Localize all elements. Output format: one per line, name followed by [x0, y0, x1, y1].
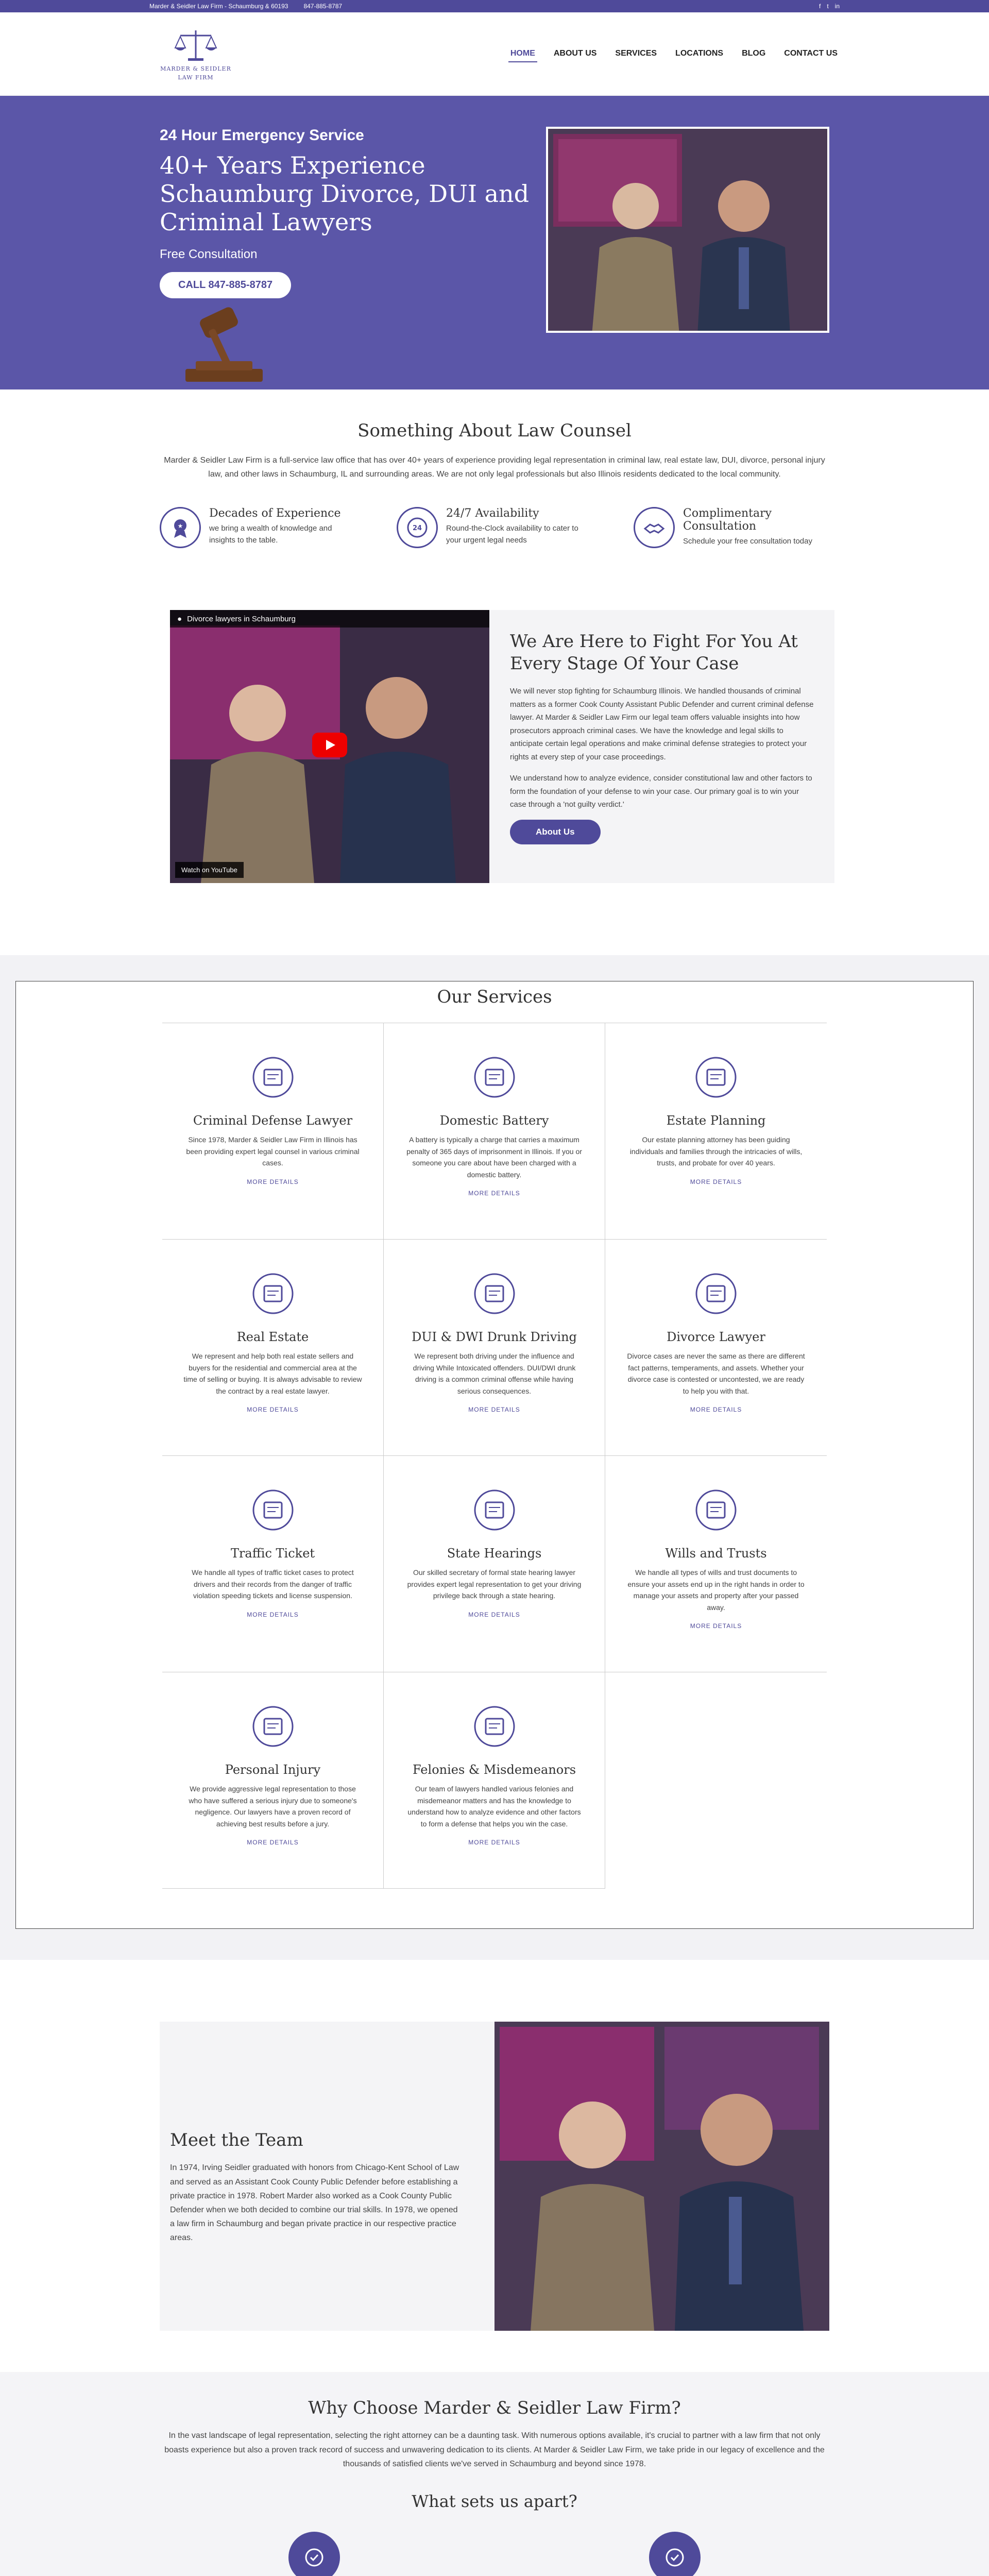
- facebook-icon[interactable]: f: [819, 3, 821, 10]
- service-title: Wills and Trusts: [665, 1546, 767, 1561]
- team-body: In 1974, Irving Seidler graduated with honors from Chicago-Kent School of Law and served as an Assistant Cook County Public Defender before establishing a private practice in 1978. Robert Marder also worked as a Cook County Public Defender when we both decided to combine our trial skills. In 1978, we opened a law firm in Schaumburg and began private practice in our respective practice areas.: [170, 2163, 459, 2243]
- real-estate-icon: [245, 1265, 301, 1322]
- svg-text:24: 24: [412, 524, 422, 533]
- service-text: Our estate planning attorney has been guiding individuals and families through the intricacies of wills, trusts, and probate for over 40 years.: [629, 1136, 803, 1167]
- services-grid: [162, 1023, 827, 1889]
- gavel-icon: [245, 1049, 301, 1106]
- service-title: Estate Planning: [666, 1113, 766, 1128]
- service-text: We represent and help both real estate sellers and buyers for the residential and commercial area at the time of selling or buying. It is always advisable to review the contract by a real estate lawyer.: [183, 1352, 362, 1395]
- fight-title: We Are Here to Fight For You At Every Stage Of Your Case: [510, 631, 798, 674]
- play-icon[interactable]: [312, 733, 347, 757]
- why-section: [0, 2372, 989, 2576]
- more-details-link[interactable]: MORE DETAILS: [468, 1189, 520, 1197]
- hero-photo: [546, 127, 829, 333]
- team-photo: [494, 2022, 829, 2331]
- award-icon: [160, 507, 201, 548]
- services-title: Our Services: [437, 987, 552, 1008]
- more-details-link[interactable]: MORE DETAILS: [468, 1611, 520, 1618]
- service-title: Criminal Defense Lawyer: [193, 1113, 353, 1128]
- drunk-driving-icon: [466, 1265, 523, 1322]
- feature-title: 24/7 Availability: [446, 507, 539, 520]
- call-button[interactable]: CALL 847-885-8787: [160, 272, 291, 298]
- personal-injury-icon: [245, 1698, 301, 1755]
- service-title: DUI & DWI Drunk Driving: [412, 1330, 577, 1345]
- address-text: Marder & Seidler Law Firm - Schaumburg & 60193: [149, 3, 288, 10]
- social-links: [819, 3, 840, 10]
- feature-list: [0, 507, 989, 548]
- nav-home[interactable]: HOME: [508, 46, 537, 62]
- svg-text:★: ★: [177, 522, 183, 530]
- domestic-battery-icon: [466, 1049, 523, 1106]
- service-text: Since 1978, Marder & Seidler Law Firm in Illinois has been providing expert legal counsel in various criminal cases.: [186, 1136, 360, 1167]
- fight-paragraph: We will never stop fighting for Schaumburg Illinois. We handled thousands of criminal matters as a former Cook County Assistant Public Defender and current criminal defense lawyer. At Marder & Seidler Law Firm our legal team offers valuable insights into how prosecutors approach criminal cases. We have the knowledge and legal skills to anticipate certain legal operations and make criminal defense strategies to protect your rights at every step of your case proceedings.: [510, 687, 814, 761]
- handshake-icon: [634, 507, 675, 548]
- divorce-icon: [688, 1265, 744, 1322]
- service-card[interactable]: [605, 1023, 827, 1240]
- video-title: Divorce lawyers in Schaumburg: [187, 614, 296, 623]
- linkedin-icon[interactable]: in: [834, 3, 840, 10]
- service-title: Felonies & Misdemeanors: [412, 1762, 576, 1777]
- site-header: [0, 12, 989, 96]
- service-text: Our skilled secretary of formal state hearing lawyer provides expert legal representation to get your driving privilege back through a state hearing.: [407, 1568, 582, 1600]
- feature-title: Decades of Experience: [209, 507, 341, 520]
- feature-text: we bring a wealth of knowledge and insights to the table.: [209, 524, 332, 545]
- service-title: Traffic Ticket: [230, 1546, 315, 1561]
- more-details-link[interactable]: MORE DETAILS: [247, 1178, 299, 1185]
- why-grid: [160, 2532, 829, 2576]
- service-text: We handle all types of wills and trust documents to ensure your assets end up in the right hands in order to manage your assets and property after your passed away.: [627, 1568, 805, 1612]
- hero-title: 40+ Years Experience Schaumburg Divorce, DUI and Criminal Lawyers: [160, 151, 530, 236]
- hero-kicker: 24 Hour Emergency Service: [160, 127, 364, 144]
- why-intro: In the vast landscape of legal representation, selecting the right attorney can be a daunting task. With numerous options available, it's crucial to partner with a law firm that not only boasts experience but also a proven track record of success and unwavering dedication to its clients. At Marder & Seidler Law Firm, we take pride in our legacy of excellence and the thousands of satisfied clients we've served in Schaumburg and beyond since 1978.: [164, 2431, 825, 2468]
- service-text: Divorce cases are never the same as there are different fact patterns, temperaments, and assets. Whether your divorce case is contested or uncontested, we are ready to help you with that.: [627, 1352, 805, 1395]
- twitter-icon[interactable]: t: [827, 3, 829, 10]
- fight-paragraph: We understand how to analyze evidence, consider constitutional law and other factors to form the foundation of your defense to win your case. Our primary goal is to win your case through a 'not guilty verdict.': [510, 774, 812, 809]
- about-body: Marder & Seidler Law Firm is a full-service law office that has over 40+ years of experience providing legal representation in criminal law, real estate law, DUI, divorce, personal injury law, and other laws in Schaumburg, IL and surrounding areas. We are not only legal professionals but also Illinois residents dedicated to the local community.: [164, 456, 825, 479]
- about-title: Something About Law Counsel: [357, 420, 632, 441]
- why-item: [160, 2532, 469, 2576]
- top-bar: [0, 0, 989, 12]
- service-card[interactable]: [384, 1240, 605, 1456]
- why-item: [520, 2532, 829, 2576]
- traffic-ticket-icon: [245, 1482, 301, 1538]
- feature-item: [397, 507, 592, 548]
- state-hearing-icon: [466, 1482, 523, 1538]
- feature-title: Complimentary Consultation: [683, 507, 772, 533]
- service-title: Domestic Battery: [439, 1113, 549, 1128]
- channel-icon: ●: [177, 614, 182, 623]
- service-card[interactable]: [162, 1672, 384, 1889]
- hero-subtitle: Free Consultation: [160, 247, 258, 261]
- more-details-link[interactable]: MORE DETAILS: [690, 1622, 742, 1630]
- service-text: We provide aggressive legal representation to those who have suffered a serious injury due to someone's negligence. Our lawyers have a proven record of achieving best results before a jury.: [189, 1785, 357, 1828]
- service-title: Real Estate: [236, 1330, 309, 1345]
- service-card[interactable]: [162, 1023, 384, 1240]
- about-section: [0, 389, 989, 569]
- service-text: Our team of lawyers handled various felonies and misdemeanor matters and has the knowledge to understand how to analyze evidence and other factors to form a defense that helps you win the case.: [407, 1785, 581, 1828]
- nav-blog[interactable]: BLOG: [742, 48, 766, 58]
- nav-services[interactable]: SERVICES: [615, 48, 657, 58]
- logo-subtext: LAW FIRM: [178, 74, 214, 81]
- team-title: Meet the Team: [170, 2130, 303, 2151]
- more-details-link[interactable]: MORE DETAILS: [247, 1838, 299, 1846]
- about-us-button[interactable]: About Us: [510, 820, 601, 844]
- felony-icon: [466, 1698, 523, 1755]
- feature-item: [160, 507, 355, 548]
- youtube-link[interactable]: Watch on YouTube: [175, 862, 244, 878]
- service-title: State Hearings: [447, 1546, 542, 1561]
- service-text: We handle all types of traffic ticket cases to protect drivers and their records from the danger of traffic violation speeding tickets and license suspension.: [192, 1568, 354, 1600]
- site-logo[interactable]: [149, 27, 242, 81]
- team-section: [160, 2022, 829, 2331]
- more-details-link[interactable]: MORE DETAILS: [247, 1611, 299, 1618]
- service-card[interactable]: [162, 1240, 384, 1456]
- nav-contact[interactable]: CONTACT US: [784, 48, 838, 58]
- more-details-link[interactable]: MORE DETAILS: [468, 1405, 520, 1413]
- feature-item: [634, 507, 829, 548]
- estate-planning-icon: [688, 1049, 744, 1106]
- fight-section: [170, 610, 834, 883]
- services-section: [0, 955, 989, 1960]
- heart-hands-icon: [649, 2532, 701, 2576]
- feature-text: Round-the-Clock availability to cater to your urgent legal needs: [446, 524, 578, 545]
- more-details-link[interactable]: MORE DETAILS: [468, 1838, 520, 1846]
- nav-about[interactable]: ABOUT US: [553, 48, 597, 58]
- service-card[interactable]: [384, 1456, 605, 1672]
- video-player[interactable]: [170, 610, 489, 883]
- clock-24-icon: [397, 507, 438, 548]
- service-text: We represent both driving under the influence and driving While Intoxicated offenders. DUI/DWI drunk driving is a common criminal offense while having serious consequences.: [413, 1352, 576, 1395]
- more-details-link[interactable]: MORE DETAILS: [247, 1405, 299, 1413]
- briefcase-icon: [288, 2532, 340, 2576]
- service-card[interactable]: [384, 1023, 605, 1240]
- hero-section: [0, 96, 989, 389]
- logo-text: MARDER & SEIDLER: [160, 65, 231, 72]
- more-details-link[interactable]: MORE DETAILS: [690, 1178, 742, 1185]
- why-subtitle: What sets us apart?: [412, 2491, 577, 2511]
- gavel-image: [165, 302, 278, 389]
- phone-text[interactable]: 847-885-8787: [303, 3, 343, 10]
- service-text: A battery is typically a charge that carries a maximum penalty of 365 days of imprisonment in Illinois. If you or someone you care about have been charged with a domestic battery.: [406, 1136, 582, 1179]
- service-card[interactable]: [605, 1456, 827, 1672]
- feature-text: Schedule your free consultation today: [683, 537, 812, 546]
- scales-logo-icon: [173, 27, 219, 63]
- service-card[interactable]: [605, 1240, 827, 1456]
- service-title: Divorce Lawyer: [667, 1330, 765, 1345]
- service-card[interactable]: [384, 1672, 605, 1889]
- why-title: Why Choose Marder & Seidler Law Firm?: [308, 2398, 681, 2419]
- wills-trusts-icon: [688, 1482, 744, 1538]
- more-details-link[interactable]: MORE DETAILS: [690, 1405, 742, 1413]
- nav-locations[interactable]: LOCATIONS: [675, 48, 724, 58]
- service-title: Personal Injury: [225, 1762, 321, 1777]
- service-card[interactable]: [162, 1456, 384, 1672]
- main-nav: [508, 46, 840, 62]
